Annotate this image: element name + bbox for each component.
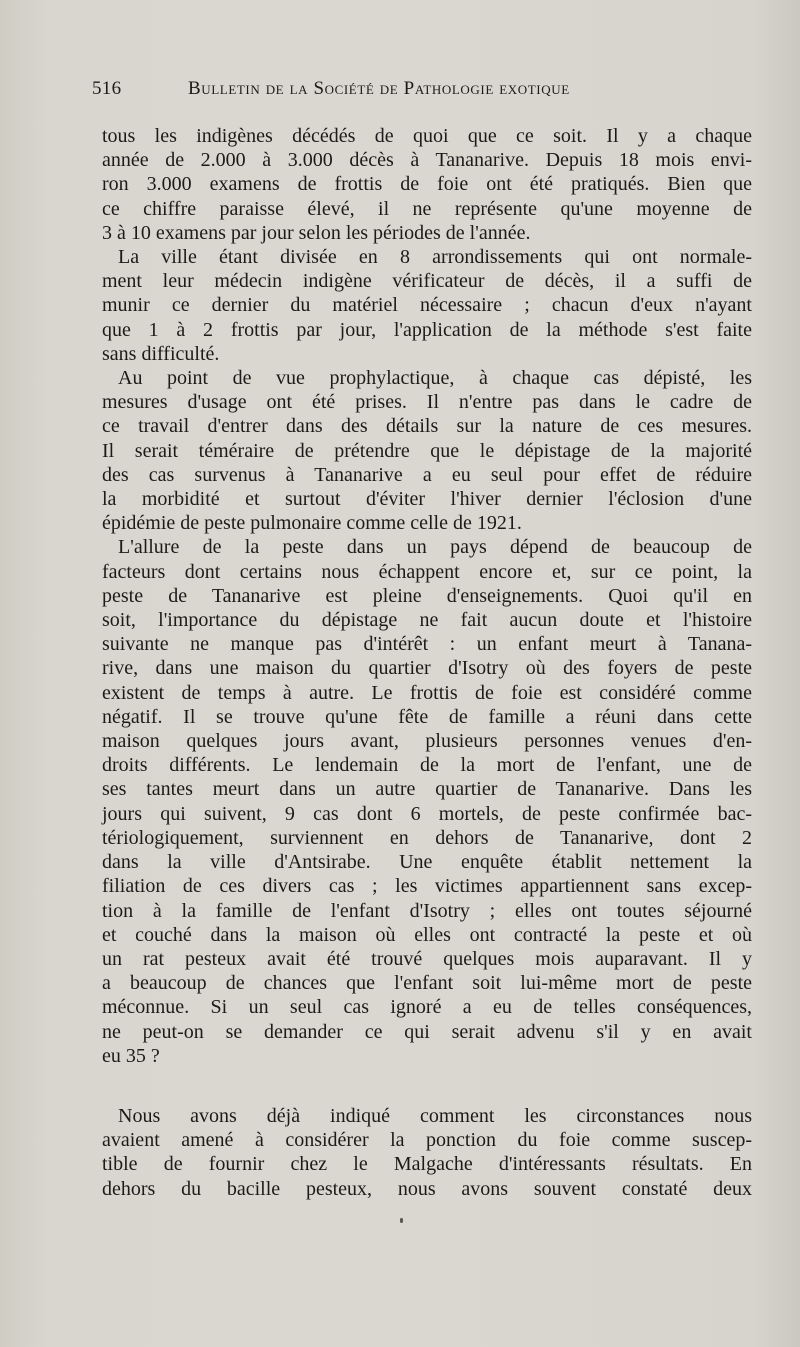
- text-line: épidémie de peste pulmonaire comme celle de 1921.: [102, 512, 522, 535]
- text-line: dehors du bacille pesteux, nous avons souvent constaté deux: [102, 1177, 752, 1200]
- text-line: L'allure de la peste dans un pays dépend de beaucoup de: [118, 536, 752, 559]
- paragraph-3: [102, 366, 752, 535]
- text-line: des cas survenus à Tananarive a eu seul pour effet de réduire: [102, 463, 752, 486]
- paragraph-1: [102, 124, 752, 245]
- text-line: droits différents. Le lendemain de la mort de l'enfant, une de: [102, 754, 752, 777]
- text-line: Il serait téméraire de prétendre que le dépistage de la majorité: [102, 439, 752, 462]
- text-line: négatif. Il se trouve qu'une fête de famille a réuni dans cette: [102, 705, 752, 728]
- page-header: [92, 78, 732, 108]
- text-line: tous les indigènes décédés de quoi que ce soit. Il y a chaque: [102, 125, 752, 147]
- text-line: ron 3.000 examens de frottis de foie ont été pratiqués. Bien que: [102, 173, 752, 196]
- text-line: ment leur médecin indigène vérificateur de décès, il a suffi de: [102, 270, 752, 293]
- body-text: [102, 124, 752, 1201]
- paragraph-gap: [102, 1068, 752, 1104]
- paragraph-5: [102, 1104, 752, 1201]
- page-number: 516: [92, 78, 122, 99]
- text-line: eu 35 ?: [102, 1044, 160, 1067]
- text-line: mesures d'usage ont été prises. Il n'entre pas dans le cadre de: [102, 391, 752, 414]
- paragraph-2: [102, 245, 752, 366]
- running-title: Bulletin de la Société de Pathologie exotique: [188, 78, 570, 99]
- text-line: soit, l'importance du dépistage ne fait aucun doute et l'histoire: [102, 609, 752, 632]
- text-line: méconnue. Si un seul cas ignoré a eu de telles conséquences,: [102, 996, 752, 1019]
- text-line: tériologiquement, surviennent en dehors de Tananarive, dont 2: [102, 826, 752, 849]
- text-line: année de 2.000 à 3.000 décès à Tananarive. Depuis 18 mois envi-: [102, 149, 752, 172]
- text-line: rive, dans une maison du quartier d'Isotry où des foyers de peste: [102, 657, 752, 680]
- text-line: tible de fournir chez le Malgache d'intéressants résultats. En: [102, 1153, 752, 1176]
- text-line: 3 à 10 examens par jour selon les périodes de l'année.: [102, 221, 531, 244]
- text-line: peste de Tananarive est pleine d'enseignements. Quoi qu'il en: [102, 584, 752, 607]
- text-line: maison quelques jours avant, plusieurs personnes venues d'en-: [102, 730, 752, 753]
- paragraph-4: [102, 535, 752, 1067]
- ink-speck: [400, 1218, 403, 1223]
- text-line: la morbidité et surtout d'éviter l'hiver dernier l'éclosion d'une: [102, 488, 752, 511]
- text-line: un rat pesteux avait été trouvé quelques mois auparavant. Il y: [102, 947, 752, 970]
- text-line: existent de temps à autre. Le frottis de foie est considéré comme: [102, 681, 752, 704]
- text-line: jours qui suivent, 9 cas dont 6 mortels, de peste confirmée bac-: [102, 802, 752, 825]
- text-line: Nous avons déjà indiqué comment les circonstances nous: [118, 1104, 752, 1127]
- text-line: munir ce dernier du matériel nécessaire ; chacun d'eux n'ayant: [102, 294, 752, 317]
- text-line: facteurs dont certains nous échappent encore et, sur ce point, la: [102, 560, 752, 583]
- text-line: suivante ne manque pas d'intérêt : un enfant meurt à Tanana-: [102, 633, 752, 656]
- text-line: dans la ville d'Antsirabe. Une enquête établit nettement la: [102, 851, 752, 874]
- text-line: ne peut-on se demander ce qui serait advenu s'il y en avait: [102, 1020, 752, 1043]
- text-line: sans difficulté.: [102, 342, 220, 365]
- text-line: ses tantes meurt dans un autre quartier de Tananarive. Dans les: [102, 778, 752, 801]
- text-line: a beaucoup de chances que l'enfant soit lui-même mort de peste: [102, 972, 752, 995]
- text-line: Au point de vue prophylactique, à chaque cas dépisté, les: [118, 367, 752, 390]
- text-line: que 1 à 2 frottis par jour, l'application de la méthode s'est faite: [102, 318, 752, 341]
- text-line: tion à la famille de l'enfant d'Isotry ; elles ont toutes séjourné: [102, 899, 752, 922]
- text-line: filiation de ces divers cas ; les victimes appartiennent sans excep-: [102, 875, 752, 898]
- text-line: et couché dans la maison où elles ont contracté la peste et où: [102, 923, 752, 946]
- text-line: ce chiffre paraisse élevé, il ne représente qu'une moyenne de: [102, 197, 752, 220]
- text-line: La ville étant divisée en 8 arrondissements qui ont normale-: [118, 246, 752, 269]
- text-line: ce travail d'entrer dans des détails sur la nature de ces mesures.: [102, 415, 752, 438]
- text-line: avaient amené à considérer la ponction du foie comme suscep-: [102, 1129, 752, 1152]
